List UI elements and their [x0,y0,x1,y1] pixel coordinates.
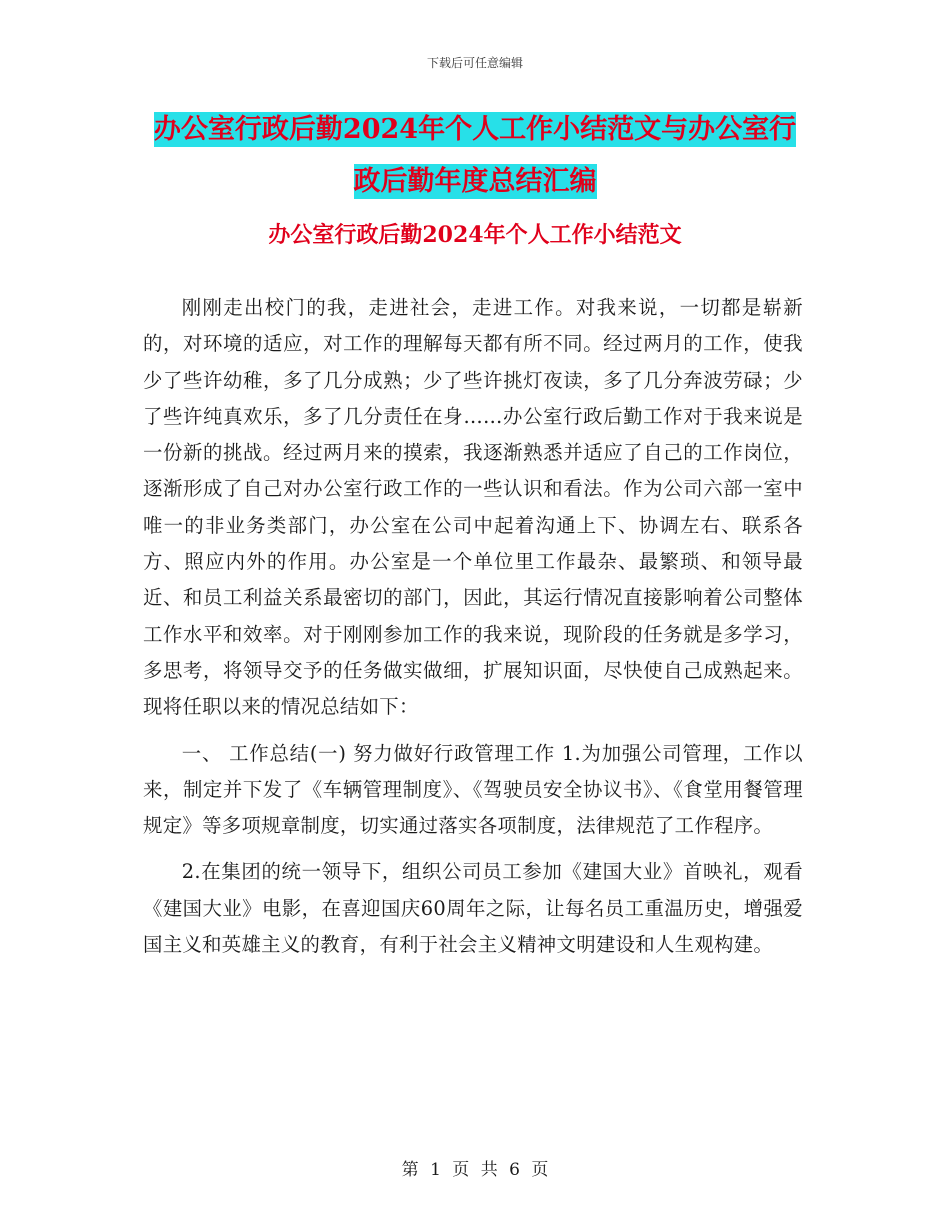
body-paragraph: 一、 工作总结(一) 努力做好行政管理工作 1.为加强公司管理，工作以来，制定并下发了《车辆管理制度》、《驾驶员安全协议书》、《食堂用餐管理规定》等多项规章制度，切实通过落实各项制度，法律规范了工作程序。 [143,741,803,838]
body-paragraph: 刚刚走出校门的我，走进社会，走进工作。对我来说，一切都是崭新的，对环境的适应，对工作的理解每天都有所不同。经过两月的工作，使我少了些许幼稚，多了几分成熟；少了些许挑灯夜读，多了几分奔波劳碌；少了些许纯真欢乐，多了几分责任在身……办公室行政后勤工作对于我来说是一份新的挑战。经过两月来的摸索，我逐渐熟悉并适应了自己的工作岗位，逐渐形成了自己对办公室行政工作的一些认识和看法。作为公司六部一室中唯一的非业务类部门，办公室在公司中起着沟通上下、协调左右、联系各方、照应内外的作用。办公室是一个单位里工作最杂、最繁琐、和领导最近、和员工利益关系最密切的部门，因此，其运行情况直接影响着公司整体工作水平和效率。对于刚刚参加工作的我来说，现阶段的任务就是多学习，多思考，将领导交予的任务做实做细，扩展知识面，尽快使自己成熟起来。现将任职以来的情况总结如下： [143,296,803,719]
document-body [143,290,803,963]
page-number-footer: 第 1 页 共 6 页 [401,1160,549,1180]
document-main-title [140,104,810,208]
section-title: 办公室行政后勤2024年个人工作小结范文 [268,222,682,248]
main-title-line-2: 政后勤年度总结汇编 [353,166,597,197]
body-paragraph: 2.在集团的统一领导下，组织公司员工参加《建国大业》首映礼，观看《建国大业》电影，在喜迎国庆60周年之际，让每名员工重温历史，增强爱国主义和英雄主义的教育，有利于社会主义精神文明建设和人生观构建。 [143,860,803,957]
main-title-line-1: 办公室行政后勤2024年个人工作小结范文与办公室行 [153,114,797,145]
page-header-note: 下载后可任意编辑 [426,56,523,70]
